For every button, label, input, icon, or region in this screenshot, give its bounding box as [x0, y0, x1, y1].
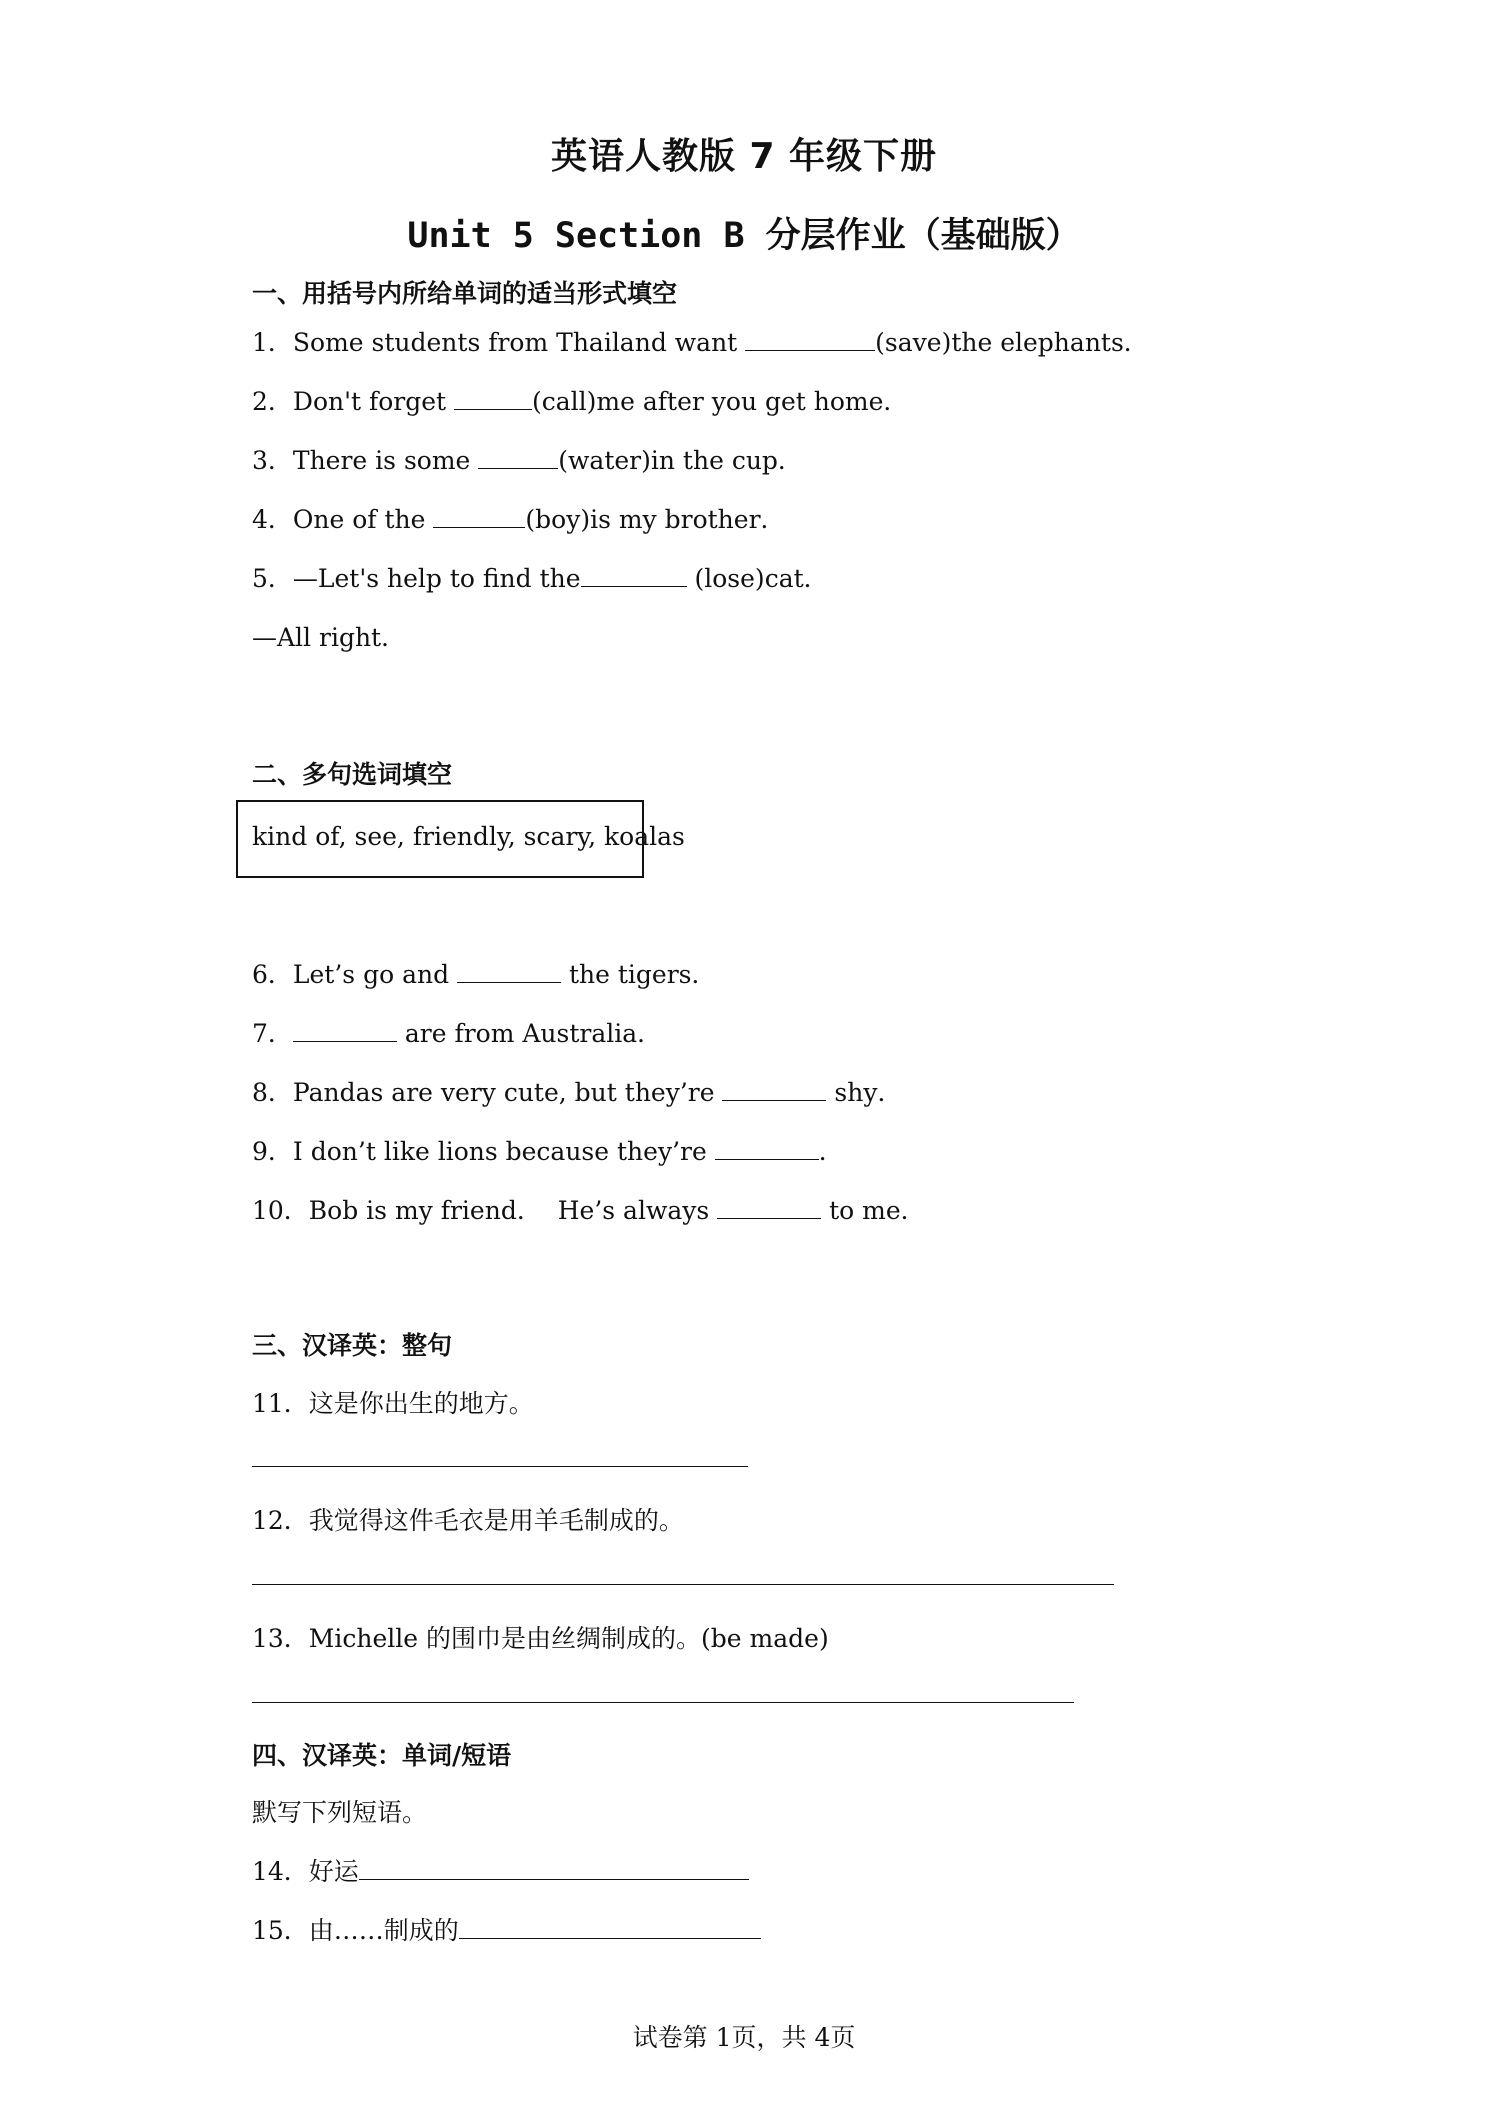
question-15	[252, 1911, 761, 1947]
question-text: 1．Some students from Thailand want	[252, 328, 746, 357]
question-text: 9．I don’t like lions because they’re	[252, 1137, 715, 1166]
question-9	[252, 1132, 844, 1168]
answer-blank[interactable]	[717, 1196, 821, 1219]
question-text: 3．There is some	[252, 446, 479, 475]
question-12: 12．我觉得这件毛衣是用羊毛制成的。	[252, 1506, 684, 1535]
answer-blank[interactable]	[293, 1019, 397, 1042]
question-text: 2．Don't forget	[252, 387, 455, 416]
answer-blank[interactable]	[359, 1857, 749, 1880]
question-3	[252, 441, 803, 477]
question-7	[252, 1014, 662, 1050]
question-13: 13．Michelle 的围巾是由丝绸制成的。(be made)	[252, 1624, 829, 1653]
answer-blank[interactable]	[715, 1137, 819, 1160]
question-text: are from Australia．	[396, 1019, 663, 1048]
question-10	[252, 1191, 926, 1227]
question-text: (call)me after you get home．	[532, 387, 909, 416]
question-text: (water)in the cup．	[558, 446, 803, 475]
question-1	[252, 323, 1149, 359]
page-subtitle: Unit 5 Section B 分层作业（基础版）	[407, 216, 1081, 256]
question-text: 8．Pandas are very cute, but they’re	[252, 1078, 723, 1107]
question-2	[252, 382, 908, 418]
question-11: 11．这是你出生的地方。	[252, 1389, 534, 1418]
answer-line[interactable]	[252, 1584, 1114, 1585]
question-8	[252, 1073, 903, 1109]
answer-blank[interactable]	[454, 387, 532, 410]
question-14	[252, 1852, 749, 1888]
question-text: (save)the elephants．	[875, 328, 1149, 357]
section-1-heading: 一、用括号内所给单词的适当形式填空	[252, 279, 678, 308]
question-text: 10．Bob is my friend． He’s always	[252, 1196, 718, 1225]
answer-blank[interactable]	[459, 1916, 761, 1939]
question-text: to me．	[821, 1196, 926, 1225]
question-4	[252, 500, 786, 536]
question-6	[252, 955, 717, 991]
answer-blank[interactable]	[722, 1078, 826, 1101]
question-text: the tigers．	[561, 960, 717, 989]
page-title: 英语人教版 7 年级下册	[550, 136, 938, 177]
answer-blank[interactable]	[457, 960, 561, 983]
question-text: shy．	[826, 1078, 903, 1107]
question-text: 5．—Let's help to find the	[252, 564, 581, 593]
answer-blank[interactable]	[433, 505, 525, 528]
page-footer: 试卷第 1页，共 4页	[632, 2023, 856, 2052]
answer-blank[interactable]	[745, 328, 875, 351]
question-5	[252, 559, 829, 595]
answer-line[interactable]	[252, 1466, 748, 1467]
question-text: 6．Let’s go and	[252, 960, 458, 989]
section-3-heading: 三、汉译英：整句	[252, 1331, 453, 1360]
section-2-heading: 二、多句选词填空	[252, 760, 453, 789]
section-4-heading: 四、汉译英：单词/短语	[252, 1741, 512, 1770]
question-text: 15．由……制成的	[252, 1916, 459, 1945]
question-5-reply: —All right．	[252, 623, 407, 652]
question-text: (lose)cat．	[686, 564, 829, 593]
question-text: 14．好运	[252, 1857, 359, 1886]
answer-line[interactable]	[252, 1702, 1074, 1703]
section-4-instruction: 默写下列短语。	[252, 1798, 428, 1827]
answer-blank[interactable]	[581, 564, 687, 587]
question-text: (boy)is my brother．	[525, 505, 786, 534]
question-text: 7．	[252, 1019, 293, 1048]
question-text: 4．One of the	[252, 505, 434, 534]
answer-blank[interactable]	[478, 446, 558, 469]
word-bank-box: kind of, see, friendly, scary, koalas	[236, 800, 644, 878]
question-text: ．	[818, 1137, 844, 1166]
